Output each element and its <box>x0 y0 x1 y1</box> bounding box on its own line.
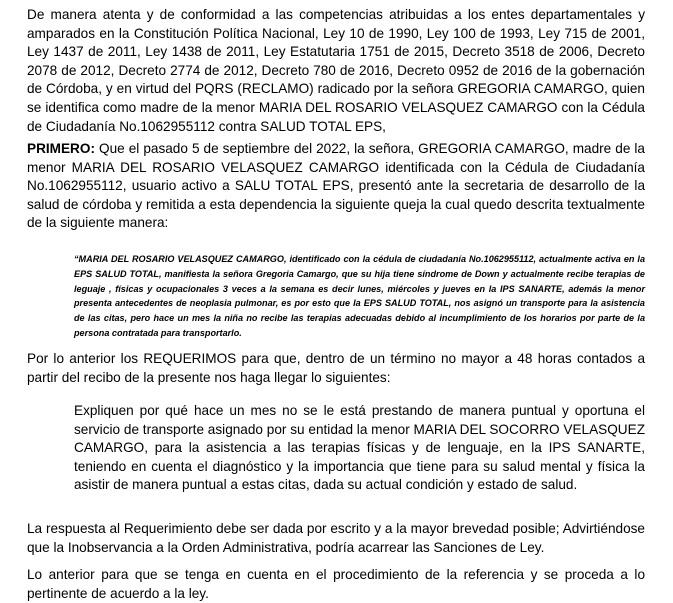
primero-paragraph <box>27 140 645 233</box>
intro-paragraph: De manera atenta y de conformidad a las competencias atribuidas a los entes departamentales y amparados en la Constitución Política Nacional, Ley 10 de 1990, Ley 100 de 1993, Ley 715 de 2001, Ley 1437 de 2011, Ley 1438 de 2011, Ley Estatutaria 1751 de 2015, Decreto 3518 de 2006, Decreto 2078 de 2012, Decreto 2774 de 2012, Decreto 780 de 2016, Decreto 0952 de 2016 de la gobernación de Córdoba, y en virtud del PQRS (RECLAMO) radicado por la señora GREGORIA CAMARGO, quien se identifica como madre de la menor MARIA DEL ROSARIO VELASQUEZ CAMARGO con la Cédula de Ciudadanía No.1062955112 contra SALUD TOTAL EPS, <box>27 7 645 134</box>
complaint-quote: “MARIA DEL ROSARIO VELASQUEZ CAMARGO, identificado con la cédula de ciudadanía No.1062955112, actualmente activa en la EPS SALUD TOTAL, manifiesta la señora Gregoria Camargo, que su hija tiene síndrome de Down y actualmente recibe terapias de leguaje , físicas y ocupacionales 3 veces a la semana es decir lunes, miércoles y jueves en la IPS SANARTE, además la menor presenta antecedentes de neoplasia pulmonar, es por esto que la EPS SALUD TOTAL, nos asignó un transporte para la asistencia de las citas, pero hace un mes la niña no recibe las terapias adecuadas debido al incumplimiento de los horarios por parte de la persona contratada para transportarlo. <box>74 254 645 338</box>
requerimos-paragraph: Por lo anterior los REQUERIMOS para que, dentro de un término no mayor a 48 horas contados a partir del recibo de la presente nos haga llegar lo siguientes: <box>27 351 645 385</box>
respuesta-paragraph: La respuesta al Requerimiento debe ser dada por escrito y a la mayor brevedad posible; Advirtiéndose que la Inobservancia a la Orden Administrativa, podría acarrear las Sanciones de Ley. <box>27 521 645 555</box>
request-paragraph: Expliquen por qué hace un mes no se le está prestando de manera puntual y oportuna el servicio de transporte asignado por su entidad la menor MARIA DEL SOCORRO VELASQUEZ CAMARGO, para la asistencia a las terapias físicas y de lenguaje, en la IPS SANARTE, teniendo en cuenta el diagnóstico y la importancia que tiene para su salud mental y física la asistir de manera puntual a estas citas, dada su actual condición y estado de salud. <box>74 403 645 493</box>
primero-label: PRIMERO: <box>27 141 95 156</box>
trailing-paragraph: Lo anterior para que se tenga en cuenta en el procedimiento de la referencia y se proceda a lo pertinente de acuerdo a la ley. <box>27 567 645 601</box>
primero-text: Que el pasado 5 de septiembre del 2022, la señora, GREGORIA CAMARGO, madre de la menor MARIA DEL ROSARIO VELASQUEZ CAMARGO identificada con la Cédula de Ciudadanía No.1062955112, usuario activo a SALU TOTAL EPS, presentó ante la secretaria de desarrollo de la salud de córdoba y remitida a esta dependencia la siguiente queja la cual quedo descrita textualmente de la siguiente manera: <box>27 141 645 231</box>
